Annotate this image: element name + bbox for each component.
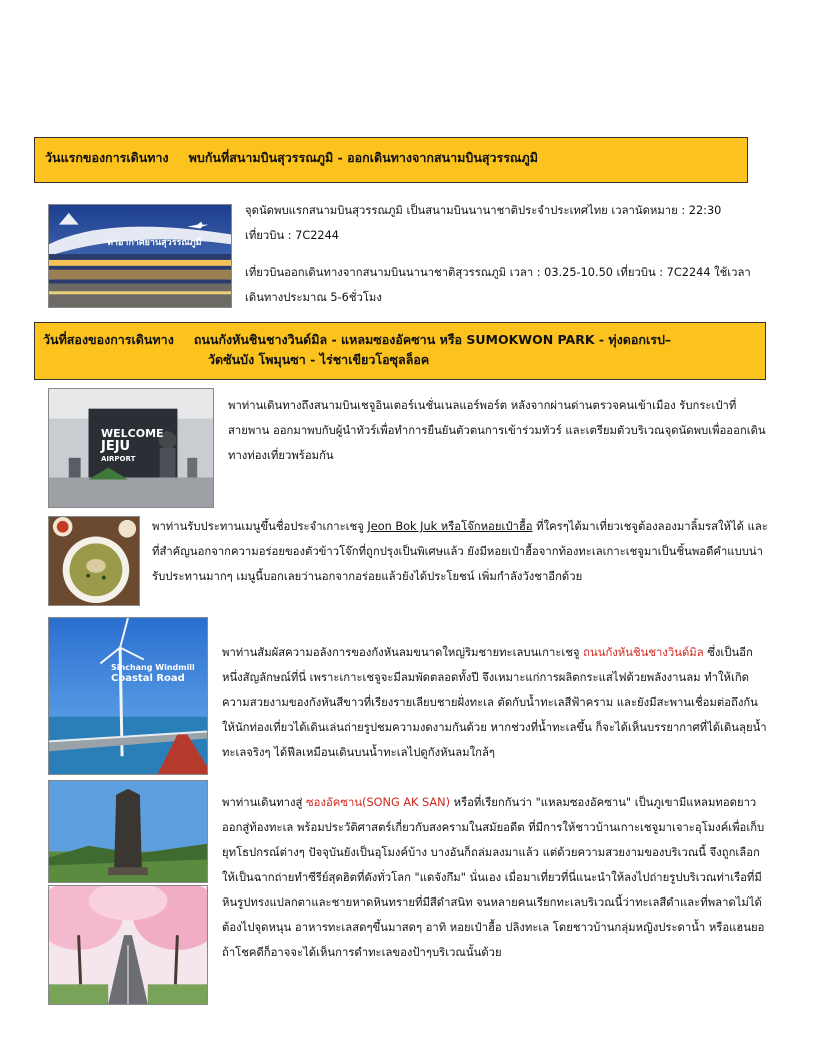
abalone-porridge-photo bbox=[48, 516, 140, 606]
airport-meeting-line: จุดนัดพบแรกสนามบินสุวรรณภูมิ เป็นสนามบินนานาชาติประจำประเทศไทย เวลานัดหมาย : 22:30 bbox=[245, 204, 722, 217]
windmill-sign-line2: Coastal Road bbox=[111, 673, 185, 684]
airport-departure-line: เที่ยวบินออกเดินทางจากสนามบินนานาชาติสุวรรณภูมิ เวลา : 03.25-10.50 เที่ยวบิน : 7C2244 ใช้เวลา bbox=[245, 266, 751, 279]
food-text-before: พาท่านรับประทานเมนูขึ้นชื่อประจำเกาะเชจู bbox=[152, 520, 368, 533]
windmill-text-after: ซึ่งเป็นอีกหนึ่งสัญลักษณ์ที่นี่ เพราะเกาะเชจูจะมีลมพัดตลอดทั้งปี จึงเหมาะแก่การผลิตกระแสไฟด้วยพลังงานลม ทำให้เกิดความสวยงามของกังหันสีขาวที่เรียงรายเลียบชายฝั่งทะเล ตัดกับน้ำทะเลสีฟ้าคราม และยังมีสะพานเชื่อมต่อถึงกันให้นักท่องเที่ยวได้เดินเล่นถ่ายรูปชมความงดงามกันด้วย หากช่วงที่น้ำทะเลขึ้น ก็จะได้เห็นบรรยากาศที่ได้เดินลุยน้ำทะเลจริงๆ ได้ฟีลเหมือนเดินบนน้ำทะเลไปดูกังหันลมใกล้ๆ bbox=[222, 646, 767, 759]
airport-text bbox=[245, 198, 775, 310]
songaksan-text-before: พาท่านเดินทางสู่ bbox=[222, 796, 307, 809]
windmill-text-before: พาท่านสัมผัสความอลังการของกังหันลมขนาดใหญ่ริมชายทะเลบนเกาะเชจู bbox=[222, 646, 584, 659]
songaksan-monument-photo bbox=[48, 780, 208, 883]
sinchang-windmill-photo bbox=[48, 617, 208, 775]
food-text-after: ที่ใครๆได้มาเที่ยวเชจูต้องลองมาลิ้มรสให้ได้ และที่สำคัญนอกจากความอร่อยของตัวข้าวโจ๊กที่ถูกปรุงเป็นพิเศษแล้ว ยังมีหอยเป๋าฮื้อจากท้องทะเลเกาะเชจูมาเป็นชิ้นพอดีคำแบบน่ารับประทานมากๆ เมนูนี้บอกเลยว่านอกจากอร่อยแล้วยังได้ประโยชน์ เพิ่มกำลังวังชาอีกด้วย bbox=[152, 520, 768, 583]
airport-sign-text: ท่าอากาศยานสุวรรณภูมิ bbox=[107, 238, 202, 248]
day1-route: พบกันที่สนามบินสุวรรณภูมิ - ออกเดินทางจากสนามบินสุวรรณภูมิ bbox=[188, 150, 539, 165]
jeju-airport-photo bbox=[48, 388, 214, 508]
day1-title: วันแรกของการเดินทาง bbox=[45, 150, 169, 165]
day2-banner bbox=[34, 322, 766, 380]
windmill-sign-line1: Sinchang Windmill bbox=[111, 663, 195, 672]
food-text bbox=[152, 514, 772, 589]
day2-route-line2: วัดซันบัง โพมุนซา - ไร่ชาเขียวโอซุลล็อค bbox=[208, 352, 430, 367]
cherry-blossom-road-photo bbox=[48, 885, 208, 1005]
day2-route-line1: ถนนกังหันชินชางวินด์มิล - แหลมซองอัคซาน หรือ SUMOKWON PARK - ทุ่งดอกเรป– bbox=[193, 332, 672, 347]
day2-title: วันที่สองของการเดินทาง bbox=[43, 332, 174, 347]
jeju-sign-airport: AIRPORT bbox=[101, 455, 136, 463]
airport-duration-line: เดินทางประมาณ 5-6ชั่วโมง bbox=[245, 291, 382, 304]
songaksan-text-after: หรือที่เรียกกันว่า "แหลมซองอัคซาน" เป็นภูเขามีแหลมทอดยาวออกสู่ท้องทะเล พร้อมประวัติศาสตร์เกี่ยวกับสงครามในสมัยอดีต ที่มีการให้ชาวบ้านเกาะเชจูมาเจาะอุโมงค์เพื่อเก็บยุทโธปกรณ์ต่างๆ ปัจจุบันยังเป็นอุโมงค์บ้าง บางอันก็ถล่มลงมาแล้ว แต่ด้วยความสวยงามของบริเวณนี้ จึงถูกเลือกให้เป็นฉากถ่ายทำซีรีย์สุดฮิตที่ดังทั่วโลก "แดจังกึม" นั่นเอง เมื่อมาเที่ยวที่นี่แนะนำให้ลงไปถ่ายรูปบริเวณท่าเรือที่มีหินรูปทรงแปลกตาและชายหาดหินทรายที่มีสีดำสนิท จนหลายคนเรียกทะเลบริเวณนี้ว่าทะเลสีดำและที่พลาดไม่ได้ต้องไปจุดหนุน อาหารทะเลสดๆขึ้นมาสดๆ อาทิ หอยเป๋าฮื้อ ปลิงทะเล โดยชาวบ้านกลุ่มหญิงประดาน้ำ หรือแฮนยอ ถ้าโชคดีก็อาจจะได้เห็นการดำทะเลของป้าๆบริเวณนั้นด้วย bbox=[222, 796, 765, 959]
jeju-airport-text: พาท่านเดินทางถึงสนามบินเชจูอินเตอร์เนชั่นเนลแอร์พอร์ต หลังจากผ่านด่านตรวจคนเข้าเมือง รับกระเป๋าที่สายพาน ออกมาพบกับผู้นำทัวร์เพื่อทำการยืนยันตัวตนการเข้าร่วมทัวร์ และเตรียมตัวบริเวณจุดนัดพบเพื่อออกเดินทางท่องเที่ยวพร้อมกัน bbox=[228, 399, 766, 462]
day1-banner bbox=[34, 137, 748, 183]
airport-flight-line: เที่ยวบิน : 7C2244 bbox=[245, 229, 339, 242]
suvarnabhumi-airport-photo bbox=[48, 204, 232, 308]
songaksan-highlight: ซองอัคซาน(SONG AK SAN) bbox=[306, 796, 451, 809]
jeju-sign-jeju: JEJU bbox=[101, 439, 131, 454]
windmill-text bbox=[222, 640, 770, 765]
jeju-sign-welcome: WELCOME bbox=[101, 427, 164, 440]
songaksan-text bbox=[222, 790, 770, 965]
food-highlight: Jeon Bok Juk หรือโจ๊กหอยเป๋าฮื้อ bbox=[367, 520, 533, 533]
windmill-highlight: ถนนกังหันชินชางวินด์มิล bbox=[583, 646, 704, 659]
